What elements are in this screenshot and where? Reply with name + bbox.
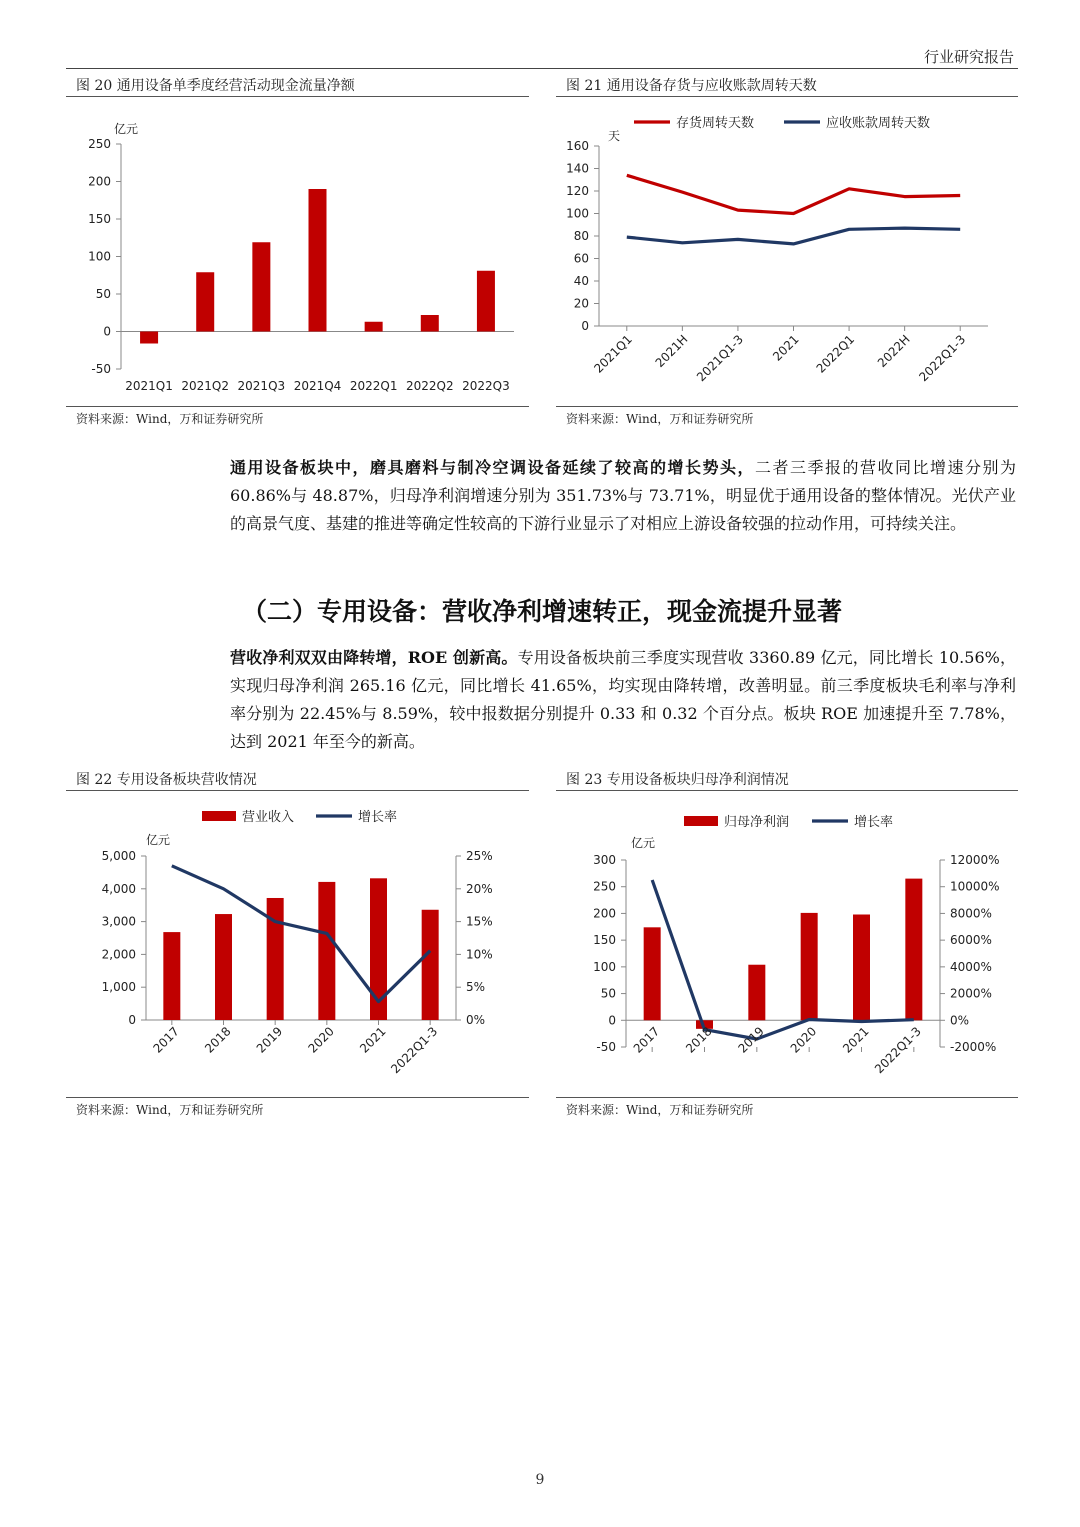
y-tick-label: 80 bbox=[573, 229, 589, 243]
y-tick-label: 60 bbox=[573, 251, 589, 266]
y-tick-label: 5,000 bbox=[101, 849, 136, 863]
x-tick-label: 2021Q4 bbox=[293, 379, 342, 393]
y-tick-label: 150 bbox=[88, 212, 111, 226]
y-tick-label: 250 bbox=[88, 137, 111, 151]
x-tick-label: 2022Q1-3 bbox=[871, 1024, 924, 1077]
y-tick-label: -50 bbox=[91, 362, 111, 376]
figure-20-chart bbox=[66, 98, 529, 404]
secondary-y-tick-label: 0% bbox=[950, 1013, 970, 1028]
bar bbox=[252, 242, 270, 331]
x-tick-label: 2021 bbox=[357, 1024, 389, 1056]
y-tick-label: 250 bbox=[593, 879, 616, 894]
series-line-1 bbox=[627, 175, 960, 213]
bar bbox=[370, 878, 387, 1020]
figure-23-source: 资料来源：Wind，万和证券研究所 bbox=[566, 1103, 754, 1117]
bar bbox=[801, 913, 818, 1020]
figure-20-title: 图 20 通用设备单季度经营活动现金流量净额 bbox=[76, 78, 355, 94]
header-divider bbox=[66, 68, 1018, 69]
legend-label: 归母净利润 bbox=[724, 815, 790, 830]
legend-swatch-bar bbox=[684, 816, 718, 826]
y-tick-label: 150 bbox=[593, 933, 616, 948]
secondary-y-tick-label: 2000% bbox=[950, 986, 992, 1001]
figure-22-title-rule bbox=[66, 790, 529, 791]
secondary-y-tick-label: 4000% bbox=[950, 959, 992, 974]
y-tick-label: 0 bbox=[608, 1013, 616, 1028]
paragraph-1-body: 二者三季报的营收同比增速分别为 60.86%与 48.87%，归母净利润增速分别为 351.73%与 73.71%，明显优于通用设备的整体情况。光伏产业的高景气度、基建的推进等确定性较高的下游行业显示了对相应上游设备较强的拉动作用，可持续关注。 bbox=[230, 458, 1016, 533]
bar bbox=[422, 910, 439, 1020]
growth-rate-line bbox=[652, 880, 914, 1039]
bar bbox=[905, 879, 922, 1021]
y-tick-label: 1,000 bbox=[101, 980, 136, 995]
x-tick-label: 2020 bbox=[305, 1024, 337, 1056]
x-tick-label: 2019 bbox=[253, 1024, 286, 1056]
y-tick-label: 40 bbox=[573, 274, 589, 288]
x-tick-label: 2017 bbox=[150, 1024, 182, 1056]
x-tick-label: 2021 bbox=[770, 332, 802, 364]
figure-21-title-rule bbox=[556, 96, 1018, 97]
x-tick-label: 2022Q3 bbox=[462, 379, 510, 393]
y-tick-label: 120 bbox=[566, 184, 589, 198]
figure-21-chart bbox=[556, 98, 1018, 404]
y-tick-label: 4,000 bbox=[101, 881, 136, 896]
general-equipment-paragraph bbox=[230, 454, 1016, 538]
y-tick-label: 2,000 bbox=[101, 947, 136, 962]
y-tick-label: 3,000 bbox=[101, 914, 136, 929]
figure-22-title: 图 22 专用设备板块营收情况 bbox=[76, 772, 257, 788]
figure-21-source: 资料来源：Wind，万和证券研究所 bbox=[566, 412, 754, 426]
figure-20-title-rule bbox=[66, 96, 529, 97]
y-tick-label: 0 bbox=[581, 319, 589, 333]
x-tick-label: 2021 bbox=[840, 1024, 872, 1056]
paragraph-2-lead: 营收净利双双由降转增，ROE 创新高。 bbox=[230, 648, 518, 667]
section-heading: （二）专用设备：营收净利增速转正，现金流提升显著 bbox=[242, 597, 843, 626]
y-tick-label: 300 bbox=[593, 853, 616, 867]
series-line-2 bbox=[627, 228, 960, 244]
y-tick-label: 200 bbox=[593, 906, 616, 921]
x-tick-label: 2020 bbox=[787, 1024, 820, 1056]
secondary-y-tick-label: 10% bbox=[466, 947, 493, 962]
secondary-y-tick-label: 25% bbox=[466, 849, 493, 863]
x-tick-label: 2021Q3 bbox=[237, 379, 286, 393]
bar bbox=[365, 322, 383, 332]
bar bbox=[644, 927, 661, 1020]
paragraph-2-body: 专用设备板块前三季度实现营收 3360.89 亿元，同比增长 10.56%，实现归母净利润 265.16 亿元，同比增长 41.65%，均实现由降转增，改善明显。前三季度板块毛利率与净利率分别为 22.45%与 8.59%，较中报数据分别提升 0.33 和 0.32 个百分点。板块 ROE 加速提升至 7.78%，达到 2021 年至今的新高。 bbox=[230, 648, 1016, 751]
secondary-y-tick-label: 10000% bbox=[950, 879, 1000, 894]
bar bbox=[318, 882, 335, 1020]
y-tick-label: -50 bbox=[596, 1040, 616, 1054]
y-tick-label: 0 bbox=[103, 324, 111, 339]
figure-22-source: 资料来源：Wind，万和证券研究所 bbox=[76, 1103, 264, 1117]
figure-23-title: 图 23 专用设备板块归母净利润情况 bbox=[566, 772, 789, 788]
y-tick-label: 100 bbox=[88, 249, 111, 264]
y-axis-unit: 亿元 bbox=[114, 122, 139, 136]
bar bbox=[421, 315, 439, 332]
legend-label: 增长率 bbox=[854, 815, 894, 830]
legend-swatch-bar bbox=[202, 811, 236, 821]
figure-21-title: 图 21 通用设备存货与应收账款周转天数 bbox=[566, 78, 817, 94]
figure-20-source-rule bbox=[66, 406, 529, 407]
bar bbox=[196, 272, 214, 331]
bar bbox=[853, 914, 870, 1020]
y-tick-label: 50 bbox=[95, 287, 111, 301]
x-tick-label: 2022H bbox=[874, 332, 913, 371]
secondary-y-tick-label: 20% bbox=[466, 881, 493, 896]
figure-23-chart bbox=[556, 792, 1018, 1095]
bar bbox=[748, 965, 765, 1021]
figure-23-title-rule bbox=[556, 790, 1018, 791]
x-tick-label: 2018 bbox=[202, 1024, 234, 1056]
y-tick-label: 100 bbox=[566, 206, 589, 221]
page-number: 9 bbox=[535, 1472, 545, 1488]
y-axis-unit: 天 bbox=[608, 129, 621, 143]
y-tick-label: 160 bbox=[566, 139, 589, 153]
x-tick-label: 2021Q1-3 bbox=[694, 332, 747, 385]
secondary-y-tick-label: 12000% bbox=[950, 853, 1000, 867]
x-tick-label: 2022Q2 bbox=[405, 379, 454, 393]
bar bbox=[477, 271, 495, 332]
y-tick-label: 50 bbox=[600, 986, 616, 1001]
x-tick-label: 2017 bbox=[630, 1024, 663, 1056]
legend-label: 增长率 bbox=[358, 810, 398, 825]
x-tick-label: 2021H bbox=[652, 332, 691, 371]
special-equipment-paragraph bbox=[230, 644, 1016, 756]
x-tick-label: 2022Q1 bbox=[813, 332, 858, 376]
y-tick-label: 140 bbox=[566, 161, 589, 176]
secondary-y-tick-label: 0% bbox=[466, 1013, 486, 1027]
figure-20-source: 资料来源：Wind，万和证券研究所 bbox=[76, 412, 264, 426]
y-axis-unit: 亿元 bbox=[631, 836, 656, 850]
y-tick-label: 20 bbox=[573, 296, 589, 311]
x-tick-label: 2021Q1 bbox=[591, 332, 635, 376]
secondary-y-tick-label: -2000% bbox=[950, 1040, 997, 1054]
x-tick-label: 2022Q1-3 bbox=[916, 332, 969, 385]
y-tick-label: 200 bbox=[88, 174, 111, 189]
secondary-y-tick-label: 5% bbox=[466, 980, 486, 995]
legend-label: 营业收入 bbox=[242, 810, 295, 825]
bar bbox=[215, 914, 232, 1020]
x-tick-label: 2018 bbox=[683, 1024, 715, 1056]
figure-23-source-rule bbox=[556, 1097, 1018, 1098]
x-tick-label: 2021Q1 bbox=[125, 379, 173, 393]
x-tick-label: 2021Q2 bbox=[181, 379, 230, 393]
figure-22-chart bbox=[66, 792, 529, 1095]
x-tick-label: 2019 bbox=[735, 1024, 767, 1056]
legend-label: 存货周转天数 bbox=[676, 116, 755, 131]
figure-22-source-rule bbox=[66, 1097, 529, 1098]
secondary-y-tick-label: 15% bbox=[466, 914, 493, 929]
bar bbox=[140, 332, 158, 344]
secondary-y-tick-label: 6000% bbox=[950, 933, 992, 948]
secondary-y-tick-label: 8000% bbox=[950, 906, 992, 921]
x-tick-label: 2022Q1 bbox=[349, 379, 398, 393]
legend-label: 应收账款周转天数 bbox=[826, 116, 931, 131]
y-tick-label: 0 bbox=[128, 1013, 136, 1027]
bar bbox=[309, 189, 327, 332]
x-tick-label: 2022Q1-3 bbox=[388, 1024, 441, 1077]
y-axis-unit: 亿元 bbox=[146, 833, 171, 847]
figure-21-source-rule bbox=[556, 406, 1018, 407]
paragraph-1-lead: 通用设备板块中，磨具磨料与制冷空调设备延续了较高的增长势头， bbox=[230, 458, 755, 477]
bar bbox=[163, 932, 180, 1020]
report-type-label: 行业研究报告 bbox=[923, 48, 1014, 66]
y-tick-label: 100 bbox=[593, 959, 616, 974]
growth-rate-line bbox=[172, 866, 430, 1002]
